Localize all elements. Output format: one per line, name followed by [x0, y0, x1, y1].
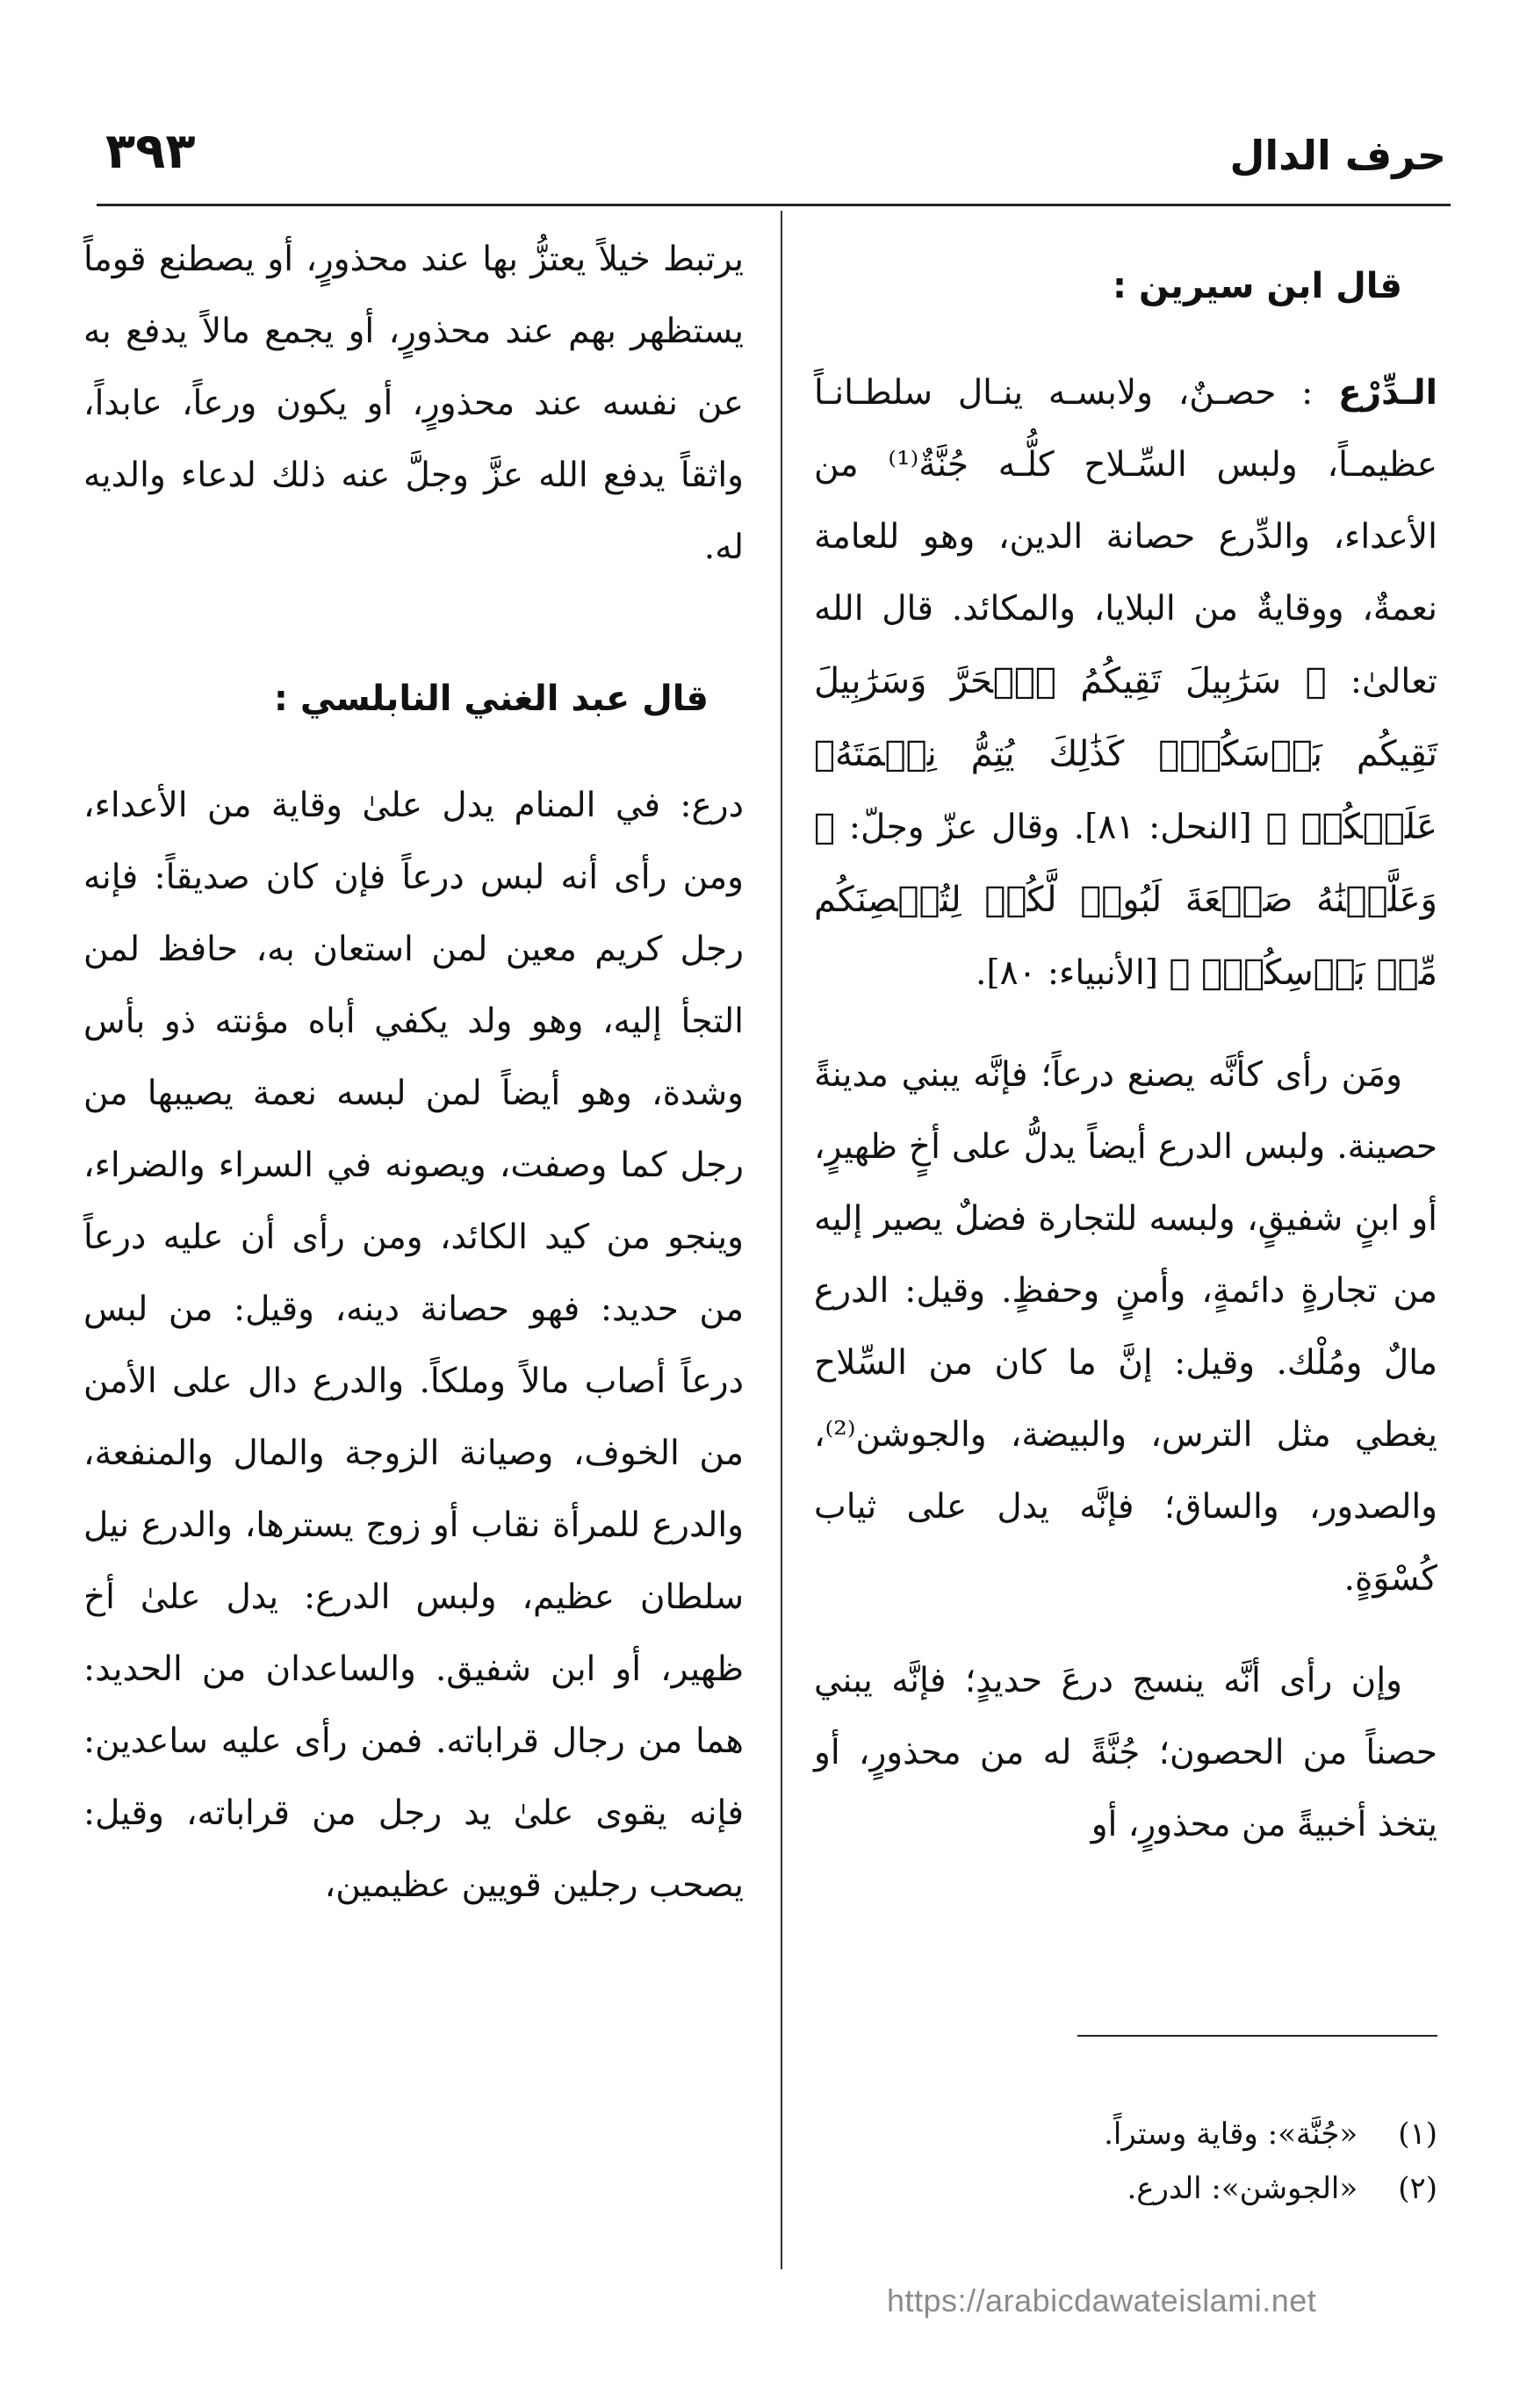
footnote-text: «جُنَّة»: وقاية وستراً. — [1104, 2117, 1358, 2152]
page-number: ٣٩٣ — [105, 123, 196, 180]
header-rule — [97, 204, 1451, 206]
quran-verse: ﴿ سَرَٰبِيلَ تَقِيكُمُ ٱلۡحَرَّ وَسَرَٰبِيلَ تَقِيكُم بَأۡسَكُمۡۚ كَذَٰلِكَ يُتِمُّ نِعۡمَتَهُۥ عَلَيۡكُمۡ ﴾ — [814, 661, 1438, 847]
quran-verse: ﴿ وَعَلَّمۡنَٰهُ صَنۡعَةَ لَبُوسٖ لَّكُمۡ لِتُحۡصِنَكُم مِّنۢ بَأۡسِكُمۡۖ ﴾ — [814, 807, 1437, 993]
verse-reference: [النحل: ٨١]. وقال عزّ وجلّ: — [848, 808, 1252, 847]
running-header-title: حرف الدال — [1229, 132, 1446, 179]
footnote-rule — [1077, 2035, 1437, 2037]
footnote-number: (٢) — [1398, 2171, 1437, 2206]
paragraph: يرتبط خيلاً يعتزُّ بها عند محذورٍ، أو يصطنع قوماً يستظهر بهم عند محذورٍ، أو يجمع مالاً يدفع به عن نفسه عند محذورٍ، أو يكون ورعاً، عابداً، واثقاً يدفع الله عزَّ وجلَّ عنه ذلك لدعاء والديه له. — [83, 240, 744, 567]
paragraph-text: : حصـنٌ، ولابسـه ينـال سلطـانـاً عظيمـاً، ولبس السِّـلاح كلُّـه جُنَّةٌ⁽¹⁾ من الأعداء، والدِّرع حصانة الدين، وهو للعامة نعمةٌ، ووقايةٌ من البلايا، والمكائد. قال الله تعالىٰ: — [814, 373, 1437, 701]
verse-reference: [الأنبياء: ٨٠]. — [975, 953, 1158, 993]
right-column — [814, 224, 1437, 1891]
section-heading-ibn-sirin: قال ابن سيرين : — [1113, 266, 1402, 306]
footnote-number: (١) — [1398, 2117, 1437, 2152]
footnote — [814, 2107, 1437, 2161]
section-heading-nabulsi: قال عبد الغني النابلسي : — [273, 679, 709, 719]
column-divider — [781, 211, 782, 2269]
entry-keyword: الـدِّرْع — [1338, 373, 1437, 413]
footnotes — [814, 2107, 1437, 2216]
paragraph: درع: في المنام يدل علىٰ وقاية من الأعداء، ومن رأى أنه لبس درعاً فإن كان صديقاً: فإنه رجل كريم معين لمن استعان به، حافظ لمن التجأ إليه، وهو ولد يكفي أباه مؤنته ذو بأس وشدة، وهو أيضاً لمن لبسه نعمة يصيبها من رجل كما وصفت، ويصونه في السراء والضراء، وينجو من كيد الكائد، ومن رأى أن عليه درعاً من حديد: فهو حصانة دينه، وقيل: من لبس درعاً أصاب مالاً وملكاً. والدرع دال على الأمن من الخوف، وصيانة الزوجة والمال والمنفعة، والدرع للمرأة نقاب أو زوج يسترها، والدرع نيل سلطان عظيم، ولبس الدرع: يدل علىٰ أخ ظهير، أو ابن شفيق. والساعدان من الحديد: هما من رجال قراباته. فمن رأى عليه ساعدين: فإنه يقوى علىٰ يد رجل من قراباته، وقيل: يصحب رجلين قويين عظيمين، — [83, 786, 744, 1905]
paragraph: وإن رأى أنَّه ينسج درعَ حديدٍ؛ فإنَّه يبني حصناً من الحصون؛ جُنَّةً له من محذورٍ، أو يتخذ أخبيةً من محذورٍ، أو — [814, 1661, 1437, 1844]
paragraph: ومَن رأى كأنَّه يصنع درعاً؛ فإنَّه يبني مدينةً حصينة. ولبس الدرع أيضاً يدلُّ على أخٍ ظهيرٍ، أو ابنٍ شفيقٍ، ولبسه للتجارة فضلٌ يصير إليه من تجارةٍ دائمةٍ، وأمنٍ وحفظٍ. وقيل: الدرع مالٌ ومُلْك. وقيل: إنَّ ما كان من السِّلاح يغطي مثل الترس، والبيضة، والجوشن⁽²⁾، والصدور، والساق؛ فإنَّه يدل على ثياب كُسْوَةٍ. — [814, 1055, 1437, 1599]
left-column — [83, 224, 744, 1952]
watermark-url: https://arabicdawateislami.net — [887, 2282, 1317, 2318]
footnote — [814, 2161, 1437, 2216]
paragraph — [814, 357, 1437, 1010]
footnote-text: «الجوشن»: الدرع. — [1127, 2171, 1358, 2206]
